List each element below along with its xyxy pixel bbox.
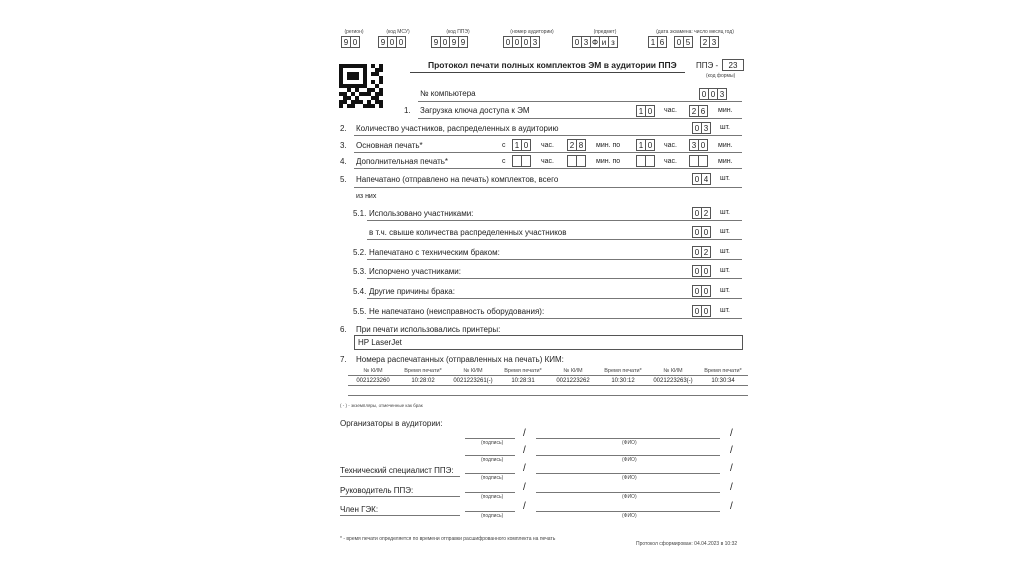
label-underline <box>340 515 460 516</box>
signature-line <box>465 438 515 439</box>
print-time-note: * - время печати определяется по времени отправки расшифрованного комплекта на печать <box>340 536 556 542</box>
fio-slash: / <box>730 428 733 439</box>
main-print-m1: 2 8 <box>567 139 585 151</box>
not-printed-count: 0 0 <box>692 305 710 317</box>
fio-line <box>536 455 720 456</box>
key-load-minutes: 2 6 <box>689 105 707 117</box>
signature-caption: (подпись) <box>481 457 504 463</box>
signature-caption: (подпись) <box>481 440 504 446</box>
key-load-label: Загрузка ключа доступа к ЭМ <box>420 106 530 115</box>
caption-msu: (код МСУ) <box>386 29 410 35</box>
computer-number: 0 0 3 <box>699 88 726 100</box>
gek-member-label: Член ГЭК: <box>340 505 379 514</box>
signature-line <box>465 455 515 456</box>
spoiled-label: Испорчено участниками: <box>369 267 461 276</box>
printers-field: HP LaserJet <box>354 335 743 350</box>
defect-footnote: ( - ) - экземпляры, отмеченные как брак <box>340 403 423 408</box>
computer-label: № компьютера <box>420 89 476 98</box>
label-underline <box>340 476 460 477</box>
form-code-prefix: ППЭ - <box>696 61 719 70</box>
caption-date: (дата экзамена: число месяц год) <box>656 29 734 35</box>
form-code-number: 23 <box>722 59 744 71</box>
organizers-label: Организаторы в аудитории: <box>340 419 443 428</box>
tech-specialist-label: Технический специалист ППЭ: <box>340 466 454 475</box>
main-print-h1: 1 0 <box>512 139 530 151</box>
used-count: 0 2 <box>692 207 710 219</box>
fio-line <box>536 473 720 474</box>
extra-print-h2 <box>636 155 654 167</box>
kim-label: Номера распечатанных (отправленных на печать) КИМ: <box>356 355 564 364</box>
signature-slash: / <box>523 463 526 474</box>
other-defect-count: 0 0 <box>692 285 710 297</box>
main-print-h2: 1 0 <box>636 139 654 151</box>
ppe-head-label: Руководитель ППЭ: <box>340 486 414 495</box>
printed-total-count: 0 4 <box>692 173 710 185</box>
extra-print-label: Дополнительная печать* <box>356 157 449 166</box>
other-defect-label: Другие причины брака: <box>369 287 455 296</box>
extra-print-m1 <box>567 155 585 167</box>
signature-slash: / <box>523 428 526 439</box>
printed-total-label: Напечатано (отправлено на печать) комплектов, всего <box>356 175 559 184</box>
signature-slash: / <box>523 501 526 512</box>
signature-line <box>465 473 515 474</box>
over-quota-count: 0 0 <box>692 226 710 238</box>
form-code-caption: (код формы) <box>706 73 736 79</box>
signature-caption: (подпись) <box>481 475 504 481</box>
used-label: Использовано участниками: <box>369 209 474 218</box>
extra-print-m2 <box>689 155 707 167</box>
signature-caption: (подпись) <box>481 494 504 500</box>
caption-room: (номер аудитории) <box>510 29 554 35</box>
main-print-m2: 3 0 <box>689 139 707 151</box>
participants-label: Количество участников, распределенных в аудиторию <box>356 124 559 133</box>
participants-count: 0 3 <box>692 122 710 134</box>
tech-defect-count: 0 2 <box>692 246 710 258</box>
page-title: Протокол печати полных комплектов ЭМ в аудитории ППЭ <box>428 60 677 70</box>
fio-caption: (ФИО) <box>622 494 637 500</box>
printers-label: При печати использовались принтеры: <box>356 325 501 334</box>
msu-code: 9 0 0 <box>378 36 405 48</box>
extra-print-h1 <box>512 155 530 167</box>
title-underline <box>410 72 685 73</box>
signature-slash: / <box>523 445 526 456</box>
fio-caption: (ФИО) <box>622 513 637 519</box>
fio-line <box>536 511 720 512</box>
table-row: 0021223260 10:28:02 0021223261(-) 10:28:31 0021223262 10:30:12 0021223263(-) 10:30:34 <box>348 376 748 386</box>
fio-caption: (ФИО) <box>622 457 637 463</box>
signature-line <box>465 511 515 512</box>
fio-slash: / <box>730 501 733 512</box>
fio-caption: (ФИО) <box>622 440 637 446</box>
main-print-label: Основная печать* <box>356 141 423 150</box>
not-printed-label: Не напечатано (неисправность оборудования): <box>369 307 545 316</box>
signature-caption: (подпись) <box>481 513 504 519</box>
over-quota-label: в т.ч. свыше количества распределенных участников <box>369 228 567 237</box>
label-underline <box>340 496 460 497</box>
fio-line <box>536 492 720 493</box>
room-number: 0 0 0 3 <box>503 36 539 48</box>
ppe-code: 9 0 9 9 <box>431 36 467 48</box>
signature-line <box>465 492 515 493</box>
spoiled-count: 0 0 <box>692 265 710 277</box>
caption-subject: (предмет) <box>593 29 617 35</box>
signature-slash: / <box>523 482 526 493</box>
caption-ppe: (код ППЭ) <box>446 29 470 35</box>
exam-date: 1 6 0 5 2 3 <box>648 36 718 48</box>
qr-code-icon <box>339 64 383 108</box>
tech-defect-label: Напечатано с техническим браком: <box>369 248 500 257</box>
fio-slash: / <box>730 482 733 493</box>
key-load-hours: 1 0 <box>636 105 654 117</box>
kim-table: № КИМ Время печати* № КИМ Время печати* № КИМ Время печати* № КИМ Время печати* 0021223260 10:28:02 0021223261(-) 10:28:31 0021223262 10:30:12 0021223263(-) 10:30:34 <box>348 366 748 396</box>
subject-code: 0 3 Ф и з <box>572 36 617 48</box>
caption-region: (регион) <box>344 29 364 35</box>
fio-caption: (ФИО) <box>622 475 637 481</box>
protocol-formed: Протокол сформирован: 04.04.2023 в 10:32 <box>636 541 738 547</box>
region-code: 9 0 <box>341 36 359 48</box>
fio-line <box>536 438 720 439</box>
fio-slash: / <box>730 445 733 456</box>
fio-slash: / <box>730 463 733 474</box>
